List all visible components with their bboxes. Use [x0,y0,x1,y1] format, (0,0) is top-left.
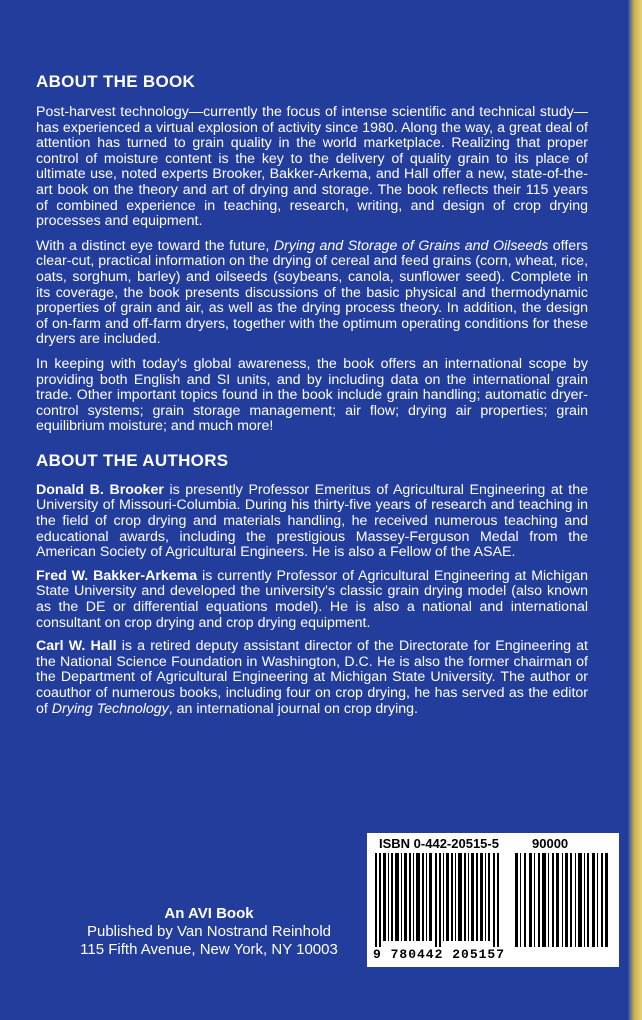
publisher-name: Published by Van Nostrand Reinhold [86,923,332,940]
publisher-address: 115 Fifth Avenue, New York, NY 10003 [80,941,338,958]
back-cover-text [36,72,588,725]
barcode-bars [375,853,505,947]
imprint-label: An AVI Book [164,905,254,922]
price-code: 90000 [532,836,569,851]
publisher-block [64,905,354,959]
barcode-box [367,833,619,967]
author-bio: is currently Professor of Agricultural Engineering at Michigan State University and developed the university's classic grain drying model (also known as the DE or differential equations model). He is also a national and international consultant on crop drying and crop drying equipment. [36,567,588,631]
price-barcode-bars [515,853,611,947]
about-book-heading: ABOUT THE BOOK [36,72,196,91]
spine-edge [628,0,642,1020]
author-bio: is presently Professor Emeritus of Agricultural Engineering at the University of Missouri-Columbia. During his thirty-five years of research and teaching in the field of crop drying and materials handling, he received numerous teaching and educational awards, including the prestigious Massey-Ferguson Medal from the American Society of Agricultural Engineers. He is also a Fellow of the ASAE. [36,481,588,561]
paragraph-2-intro: With a distinct eye toward the future, [36,237,274,254]
author-name: Donald B. Brooker [36,481,164,498]
journal-title: Drying Technology [51,700,169,717]
isbn-label: ISBN 0-442-20515-5 [379,836,499,851]
author-name: Carl W. Hall [36,638,117,655]
ean-number: 9 780442 205157 [373,947,506,962]
author-brooker [36,483,588,561]
author-hall [36,639,588,717]
book-title: Drying and Storage of Grains and Oilseeds [273,237,549,254]
about-book-paragraph-2 [36,239,588,348]
author-name: Fred W. Bakker-Arkema [36,567,198,584]
author-bio: is a retired deputy assistant director of the Directorate for Engineering at the National Science Foundation in Washington, D.C. He is also the former chairman of the Department of Agricultural Engineering at Michigan State University. The author or coauthor of numerous books, including four on crop drying, he has served as the editor of [36,638,588,717]
author-bakker-arkema [36,569,588,631]
about-book-section [36,72,588,435]
about-book-paragraph-3: In keeping with today's global awareness, the book offers an international scope by providing both English and SI units, and by including data on the international grain trade. Other important topics found in the book include grain handling; automatic dryer-control systems; grain storage management; air flow; drying air properties; grain equilibrium moisture; and much more! [36,355,588,435]
author-bio-end: , an international journal on crop drying. [168,700,418,717]
paragraph-2-body: offers clear-cut, practical information on the drying of cereal and feed grains (corn, wheat, rice, oats, sorghum, barley) and oilseeds (soybeans, canola, sunflower seed). Complete in its coverage, the book presents discussions of the basic physical and thermodynamic properties of grain and air, as well as the drying process theory. In addition, the design of on-farm and off-farm dryers, together with the optimum operating conditions for these dryers are included. [36,237,589,348]
about-authors-section [36,451,588,717]
about-authors-heading: ABOUT THE AUTHORS [36,450,229,470]
about-book-paragraph-1: Post-harvest technology—currently the focus of intense scientific and technical study—has experienced a virtual explosion of activity since 1980. Along the way, a great deal of attention has turned to grain quality in the world marketplace. Realizing that proper control of moisture content is the key to the delivery of quality grain to its place of ultimate use, noted experts Brooker, Bakker-Arkema, and Hall offer a new, state-of-the-art book on the theory and art of drying and storage. The book reflects their 115 years of combined experience in teaching, research, writing, and design of crop drying processes and equipment. [36,104,588,230]
